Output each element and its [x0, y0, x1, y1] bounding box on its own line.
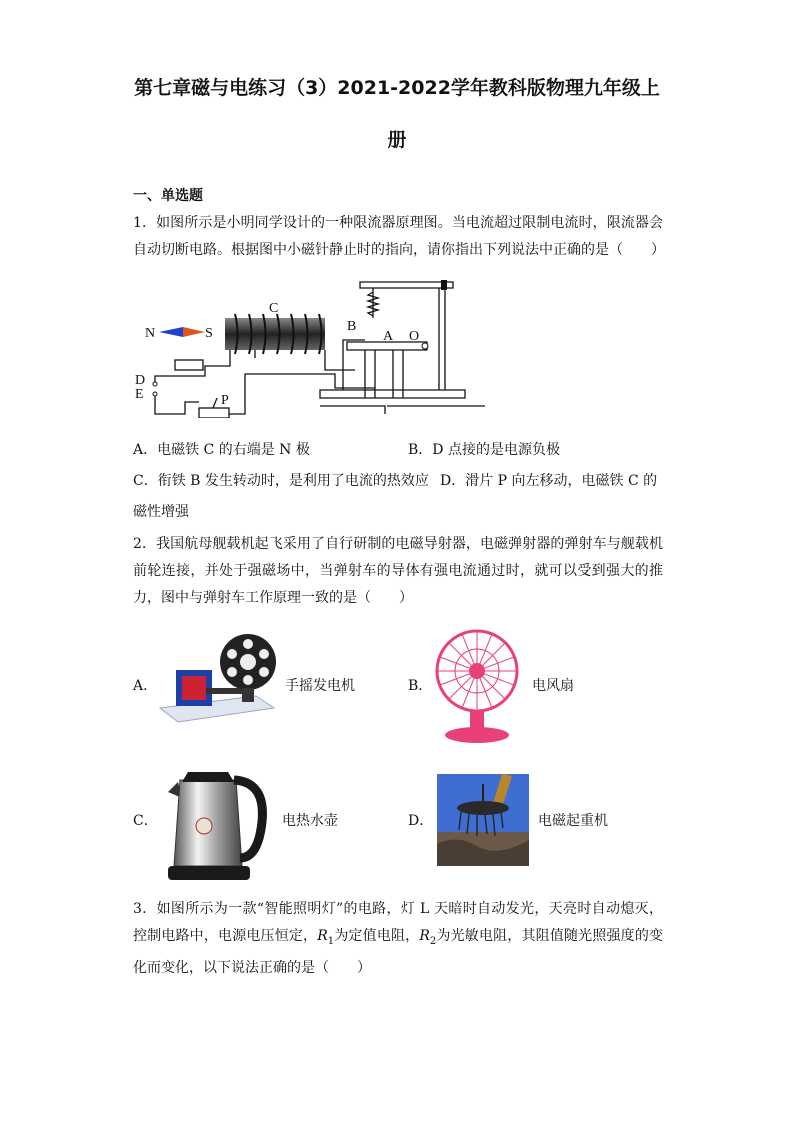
r2-subscript: 2 — [429, 935, 437, 947]
needle-north-icon — [159, 327, 183, 337]
question-2-text: 2．我国航母舰载机起飞采用了自行研制的电磁导射器，电磁弹射器的弹射车与舰载机前轮连接，并处于强磁场中，当弹射车的导体有强电流通过时，就可以受到强大的推力，图中与弹射车工作原理一致的是（ ） — [133, 536, 663, 606]
question-3-text-start: 3．如图所示为一款“智能照明灯”的电路，灯 L 天暗时自动发光，天亮时自动熄灭，控制电路中，电源电压恒定， — [133, 901, 663, 944]
title-line-2: 册 — [387, 129, 407, 151]
q2-option-c-letter: C． — [133, 813, 158, 829]
q1-option-d-cont: 磁性增强 — [133, 504, 189, 520]
q1-option-d: D．滑片 P 向左移动，电磁铁 C 的 — [440, 473, 658, 489]
q2-option-a-letter: A． — [133, 678, 158, 694]
label-S: S — [205, 326, 213, 341]
question-1-diagram — [135, 278, 495, 418]
r2-symbol: R — [419, 928, 430, 944]
section-heading: 一、单选题 — [133, 188, 203, 204]
label-O: O — [409, 329, 420, 344]
label-B: B — [347, 319, 357, 334]
q2-option-c-caption: 电热水壶 — [282, 813, 338, 829]
q2-option-b-letter: B． — [408, 678, 433, 694]
r1-subscript: 1 — [327, 935, 335, 947]
electric-kettle-icon — [162, 762, 272, 884]
q2-option-d-letter: D． — [408, 813, 434, 829]
hand-crank-generator-icon — [156, 630, 276, 730]
q2-option-b-caption: 电风扇 — [532, 678, 574, 694]
q2-option-a-caption: 手摇发电机 — [285, 678, 355, 694]
electric-fan-icon — [432, 627, 522, 745]
label-D: D — [135, 373, 146, 388]
label-A: A — [383, 329, 394, 344]
title-line-1: 第七章磁与电练习（3）2021-2022学年教科版物理九年级上 — [134, 77, 660, 99]
page-title — [80, 62, 714, 166]
label-E: E — [135, 387, 144, 402]
label-C: C — [269, 301, 279, 316]
label-N: N — [145, 326, 156, 341]
electromagnetic-crane-icon — [437, 774, 529, 866]
needle-south-icon — [183, 327, 205, 337]
question-3-text — [133, 896, 663, 982]
q1-option-b: B．D 点接的是电源负极 — [408, 442, 560, 458]
question-3-text-mid: 为定值电阻， — [334, 928, 420, 944]
question-1-text: 1．如图所示是小明同学设计的一种限流器原理图。当电流超过限制电流时，限流器会自动切断电路。根据图中小磁针静止时的指向，请你指出下列说法中正确的是（ ） — [133, 215, 665, 258]
q1-option-c: C．衔铁 B 发生转动时，是利用了电流的热效应 — [133, 473, 429, 489]
q1-option-a: A．电磁铁 C 的右端是 N 极 — [133, 442, 310, 458]
question-3-text-end: 为光敏电阻，其阻值随光照强度的变化而变化，以下说法正确的是（ ） — [133, 928, 664, 976]
label-P: P — [221, 393, 229, 408]
q2-option-d-caption: 电磁起重机 — [538, 813, 608, 829]
r1-symbol: R — [317, 928, 328, 944]
